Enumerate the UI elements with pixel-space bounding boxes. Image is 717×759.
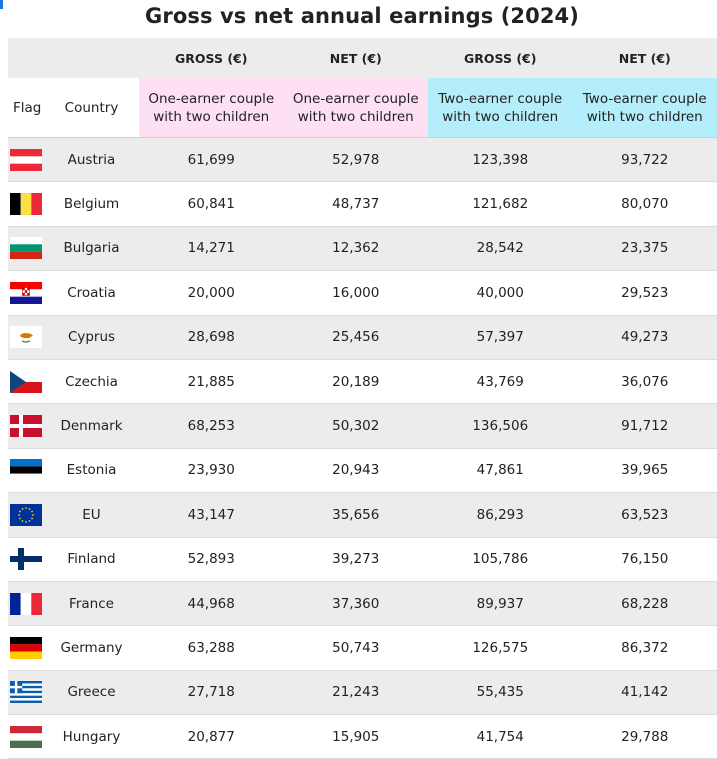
flag-cell: [8, 626, 44, 670]
table-row: [8, 359, 717, 403]
value-cell: 52,978: [284, 138, 429, 182]
flag-cell: [8, 448, 44, 492]
value-cell: 23,930: [139, 448, 284, 492]
group-header-row: [8, 38, 717, 78]
group-label-gross-1: GROSS (€): [139, 38, 284, 78]
value-cell: 41,754: [428, 715, 573, 759]
sub-label-line: One-earner couple: [139, 90, 284, 108]
value-cell: 21,243: [284, 670, 429, 714]
value-cell: 16,000: [284, 271, 429, 315]
value-cell: 36,076: [573, 359, 717, 403]
table-row: [8, 226, 717, 270]
flag-cell: [8, 271, 44, 315]
value-cell: 123,398: [428, 138, 573, 182]
value-cell: 35,656: [284, 493, 429, 537]
value-cell: 63,523: [573, 493, 717, 537]
flag-cell: [8, 226, 44, 270]
sub-label-line: with two children: [284, 108, 429, 126]
country-cell: Greece: [44, 670, 139, 714]
value-cell: 41,142: [573, 670, 717, 714]
table-row: [8, 271, 717, 315]
value-cell: 121,682: [428, 182, 573, 226]
value-cell: 50,743: [284, 626, 429, 670]
two-earner-gross-header: [428, 78, 573, 138]
flag-cell: [8, 404, 44, 448]
value-cell: 136,506: [428, 404, 573, 448]
flag-cell: [8, 359, 44, 403]
value-cell: 52,893: [139, 537, 284, 581]
flag-cell: [8, 493, 44, 537]
value-cell: 37,360: [284, 581, 429, 625]
table-row: [8, 182, 717, 226]
country-cell: Belgium: [44, 182, 139, 226]
country-cell: Estonia: [44, 448, 139, 492]
group-label-gross-2: GROSS (€): [428, 38, 573, 78]
finland-flag-icon: [10, 548, 42, 570]
one-earner-gross-header: [139, 78, 284, 138]
value-cell: 91,712: [573, 404, 717, 448]
value-cell: 63,288: [139, 626, 284, 670]
country-cell: Croatia: [44, 271, 139, 315]
value-cell: 105,786: [428, 537, 573, 581]
value-cell: 28,542: [428, 226, 573, 270]
column-header-row: [8, 78, 717, 138]
country-cell: Germany: [44, 626, 139, 670]
sub-label-line: with two children: [573, 108, 717, 126]
country-cell: EU: [44, 493, 139, 537]
country-cell: France: [44, 581, 139, 625]
bulgaria-flag-icon: [10, 237, 42, 259]
eu-flag-icon: [10, 504, 42, 526]
value-cell: 60,841: [139, 182, 284, 226]
value-cell: 21,885: [139, 359, 284, 403]
flag-column-header: Flag: [8, 78, 44, 138]
value-cell: 15,905: [284, 715, 429, 759]
flag-cell: [8, 715, 44, 759]
one-earner-net-header: [284, 78, 429, 138]
country-cell: Bulgaria: [44, 226, 139, 270]
value-cell: 29,523: [573, 271, 717, 315]
germany-flag-icon: [10, 637, 42, 659]
value-cell: 57,397: [428, 315, 573, 359]
value-cell: 20,877: [139, 715, 284, 759]
earnings-table: [8, 38, 717, 759]
greece-flag-icon: [10, 681, 42, 703]
country-column-header: Country: [44, 78, 139, 138]
sub-label-line: One-earner couple: [284, 90, 429, 108]
flag-cell: [8, 581, 44, 625]
czechia-flag-icon: [10, 371, 42, 393]
value-cell: 44,968: [139, 581, 284, 625]
sub-label-line: Two-earner couple: [573, 90, 717, 108]
country-cell: Hungary: [44, 715, 139, 759]
value-cell: 43,769: [428, 359, 573, 403]
group-label-net-1: NET (€): [284, 38, 429, 78]
flag-cell: [8, 537, 44, 581]
country-cell: Denmark: [44, 404, 139, 448]
value-cell: 68,253: [139, 404, 284, 448]
value-cell: 20,943: [284, 448, 429, 492]
flag-cell: [8, 670, 44, 714]
value-cell: 50,302: [284, 404, 429, 448]
value-cell: 89,937: [428, 581, 573, 625]
cyprus-flag-icon: [10, 326, 42, 348]
value-cell: 93,722: [573, 138, 717, 182]
denmark-flag-icon: [10, 415, 42, 437]
flag-cell: [8, 315, 44, 359]
value-cell: 55,435: [428, 670, 573, 714]
chart-title: Gross vs net annual earnings (2024): [0, 4, 717, 28]
value-cell: 27,718: [139, 670, 284, 714]
france-flag-icon: [10, 593, 42, 615]
hungary-flag-icon: [10, 726, 42, 748]
sub-label-line: with two children: [428, 108, 573, 126]
croatia-flag-icon: [10, 282, 42, 304]
table-row: [8, 493, 717, 537]
flag-cell: [8, 138, 44, 182]
table-row: [8, 138, 717, 182]
table-row: [8, 404, 717, 448]
value-cell: 86,372: [573, 626, 717, 670]
value-cell: 76,150: [573, 537, 717, 581]
country-cell: Austria: [44, 138, 139, 182]
table-row: [8, 670, 717, 714]
sub-label-line: with two children: [139, 108, 284, 126]
group-label-net-2: NET (€): [573, 38, 717, 78]
flag-cell: [8, 182, 44, 226]
sub-label-line: Two-earner couple: [428, 90, 573, 108]
country-cell: Czechia: [44, 359, 139, 403]
belgium-flag-icon: [10, 193, 42, 215]
value-cell: 49,273: [573, 315, 717, 359]
value-cell: 126,575: [428, 626, 573, 670]
value-cell: 29,788: [573, 715, 717, 759]
table-row: [8, 626, 717, 670]
value-cell: 20,000: [139, 271, 284, 315]
country-cell: Finland: [44, 537, 139, 581]
empty-header-cell: [44, 38, 139, 78]
value-cell: 68,228: [573, 581, 717, 625]
value-cell: 25,456: [284, 315, 429, 359]
table-row: [8, 315, 717, 359]
value-cell: 48,737: [284, 182, 429, 226]
value-cell: 20,189: [284, 359, 429, 403]
value-cell: 39,965: [573, 448, 717, 492]
estonia-flag-icon: [10, 459, 42, 481]
value-cell: 39,273: [284, 537, 429, 581]
value-cell: 43,147: [139, 493, 284, 537]
value-cell: 61,699: [139, 138, 284, 182]
value-cell: 23,375: [573, 226, 717, 270]
table-row: [8, 448, 717, 492]
country-cell: Cyprus: [44, 315, 139, 359]
austria-flag-icon: [10, 149, 42, 171]
value-cell: 47,861: [428, 448, 573, 492]
value-cell: 86,293: [428, 493, 573, 537]
table-row: [8, 581, 717, 625]
value-cell: 12,362: [284, 226, 429, 270]
value-cell: 80,070: [573, 182, 717, 226]
table-row: [8, 715, 717, 759]
value-cell: 28,698: [139, 315, 284, 359]
value-cell: 14,271: [139, 226, 284, 270]
empty-header-cell: [8, 38, 44, 78]
table-row: [8, 537, 717, 581]
two-earner-net-header: [573, 78, 717, 138]
value-cell: 40,000: [428, 271, 573, 315]
